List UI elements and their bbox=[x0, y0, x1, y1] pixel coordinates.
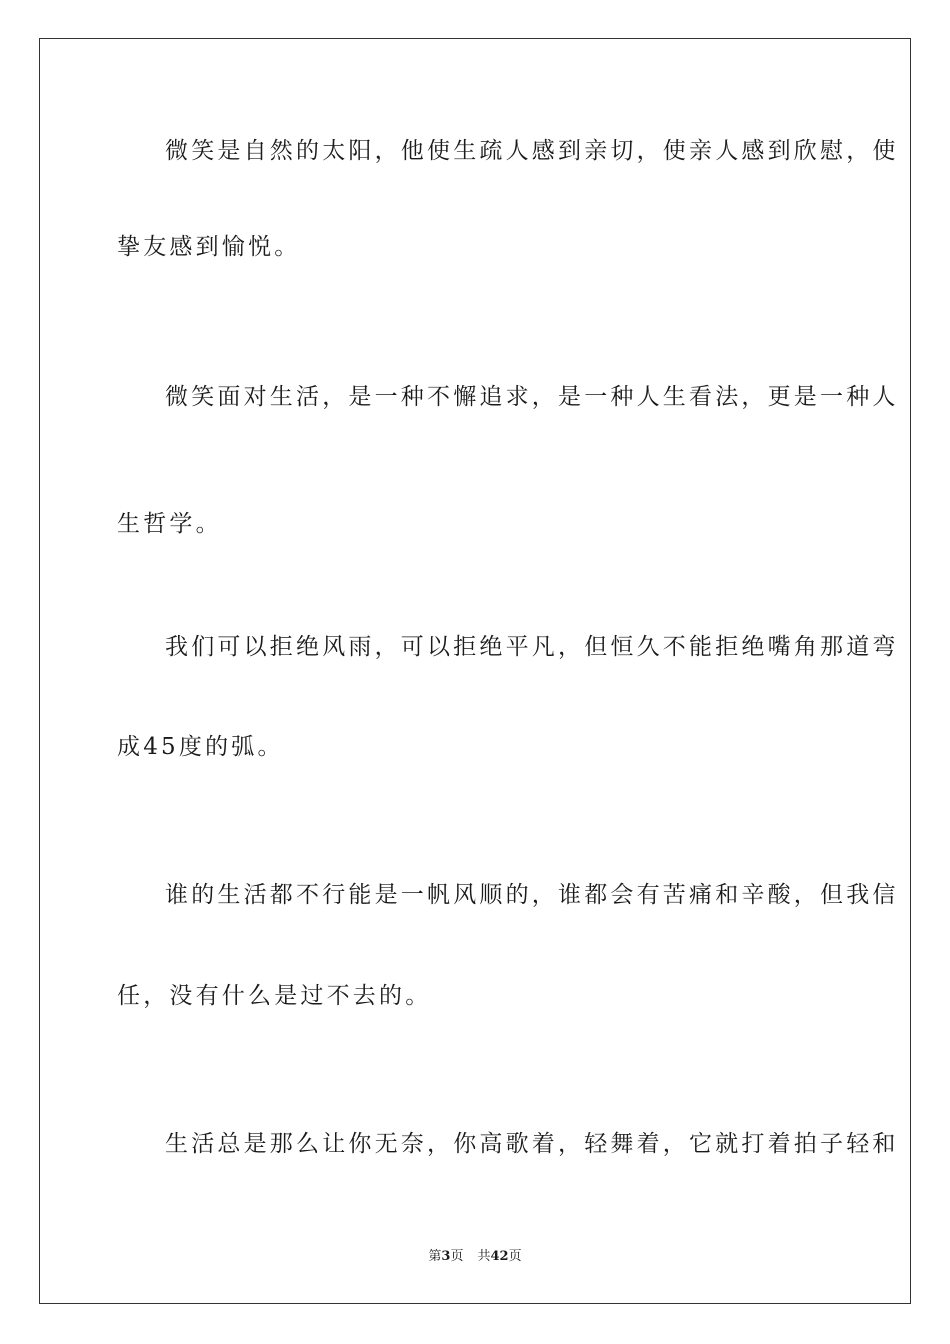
page-frame bbox=[39, 38, 911, 1304]
paragraph-3-line-1: 我们可以拒绝风雨，可以拒绝平凡，但恒久不能拒绝嘴角那道弯 bbox=[165, 634, 899, 660]
paragraph-4-line-1: 谁的生活都不行能是一帆风顺的，谁都会有苦痛和辛酸，但我信 bbox=[165, 882, 899, 908]
total-pages: 42 bbox=[490, 1249, 509, 1264]
paragraph-5-line-1: 生活总是那么让你无奈，你高歌着，轻舞着，它就打着拍子轻和 bbox=[165, 1131, 899, 1157]
page-suffix: 页 bbox=[450, 1249, 464, 1264]
paragraph-2-line-2: 生哲学。 bbox=[117, 511, 222, 537]
total-suffix: 页 bbox=[508, 1249, 522, 1264]
paragraph-2-line-1: 微笑面对生活，是一种不懈追求，是一种人生看法，更是一种人 bbox=[165, 384, 899, 410]
page-number: 3 bbox=[441, 1249, 451, 1264]
page-footer bbox=[0, 1248, 950, 1266]
paragraph-1-line-2: 挚友感到愉悦。 bbox=[117, 234, 301, 260]
paragraph-3-line-2: 成45度的弧。 bbox=[117, 734, 284, 760]
paragraph-4-line-2: 任，没有什么是过不去的。 bbox=[117, 983, 432, 1009]
page-prefix: 第 bbox=[428, 1249, 442, 1264]
total-prefix: 共 bbox=[477, 1249, 491, 1264]
paragraph-1-line-1: 微笑是自然的太阳，他使生疏人感到亲切，使亲人感到欣慰，使 bbox=[165, 138, 899, 164]
